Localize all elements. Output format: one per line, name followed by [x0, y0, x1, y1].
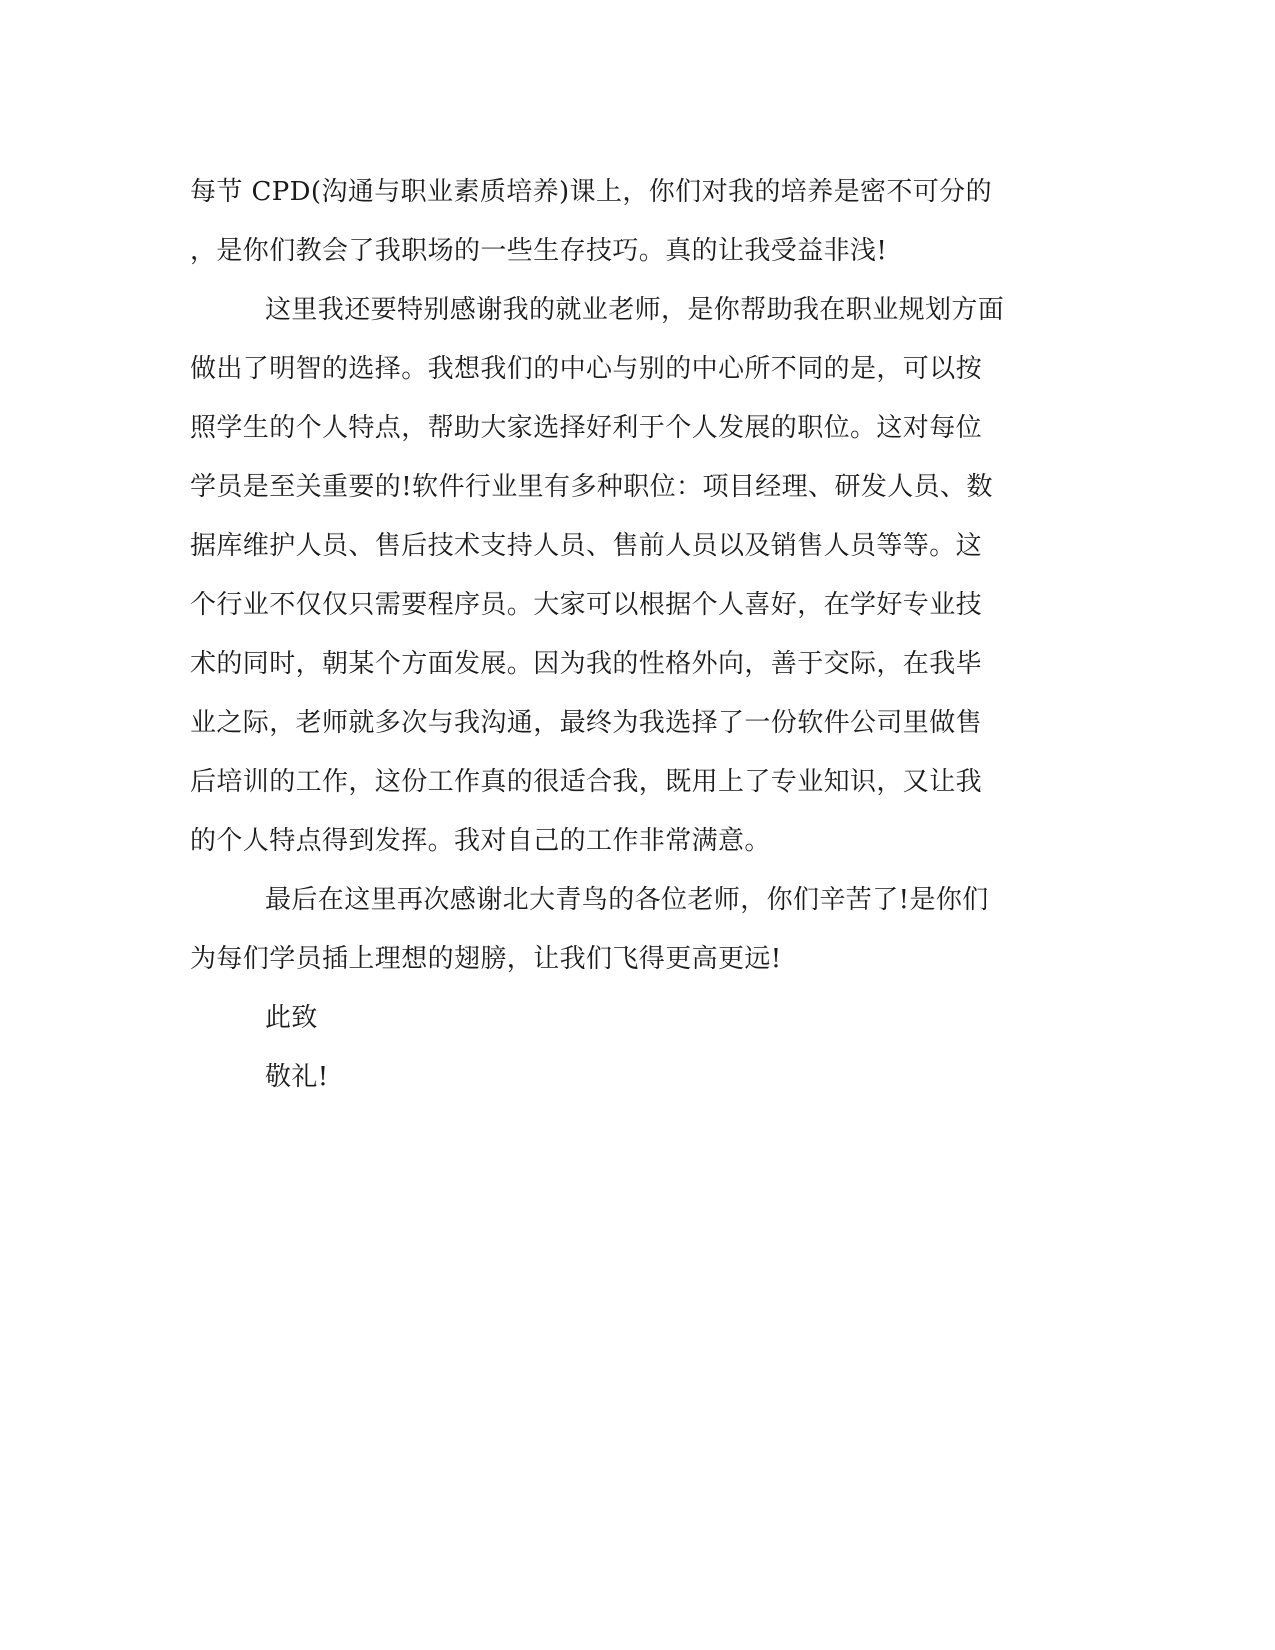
- closing-regards: 敬礼!: [265, 1062, 329, 1092]
- text-line: 做出了明智的选择。我想我们的中心与别的中心所不同的是，可以按: [190, 354, 983, 384]
- text-line: 每节 CPD(沟通与职业素质培养)课上，你们对我的培养是密不可分的: [190, 177, 992, 207]
- paragraph-start: 最后在这里再次感谢北大青鸟的各位老师，你们辛苦了!是你们: [265, 885, 989, 915]
- text-line: 据库维护人员、售后技术支持人员、售前人员以及销售人员等等。这: [190, 531, 983, 561]
- text-line: 个行业不仅仅只需要程序员。大家可以根据个人喜好，在学好专业技: [190, 590, 983, 620]
- text-line: ，是你们教会了我职场的一些生存技巧。真的让我受益非浅!: [190, 236, 888, 266]
- text-line: 学员是至关重要的!软件行业里有多种职位：项目经理、研发人员、数: [190, 472, 993, 502]
- text-line: 照学生的个人特点，帮助大家选择好利于个人发展的职位。这对每位: [190, 413, 983, 443]
- closing-salutation: 此致: [265, 1003, 318, 1033]
- text-line: 后培训的工作，这份工作真的很适合我，既用上了专业知识，又让我: [190, 767, 983, 797]
- text-line: 业之际，老师就多次与我沟通，最终为我选择了一份软件公司里做售: [190, 708, 983, 738]
- text-line: 为每们学员插上理想的翅膀，让我们飞得更高更远!: [190, 944, 782, 974]
- paragraph-start: 这里我还要特别感谢我的就业老师，是你帮助我在职业规划方面: [265, 295, 1005, 325]
- text-line: 术的同时，朝某个方面发展。因为我的性格外向，善于交际，在我毕: [190, 649, 983, 679]
- text-line: 的个人特点得到发挥。我对自己的工作非常满意。: [190, 826, 771, 856]
